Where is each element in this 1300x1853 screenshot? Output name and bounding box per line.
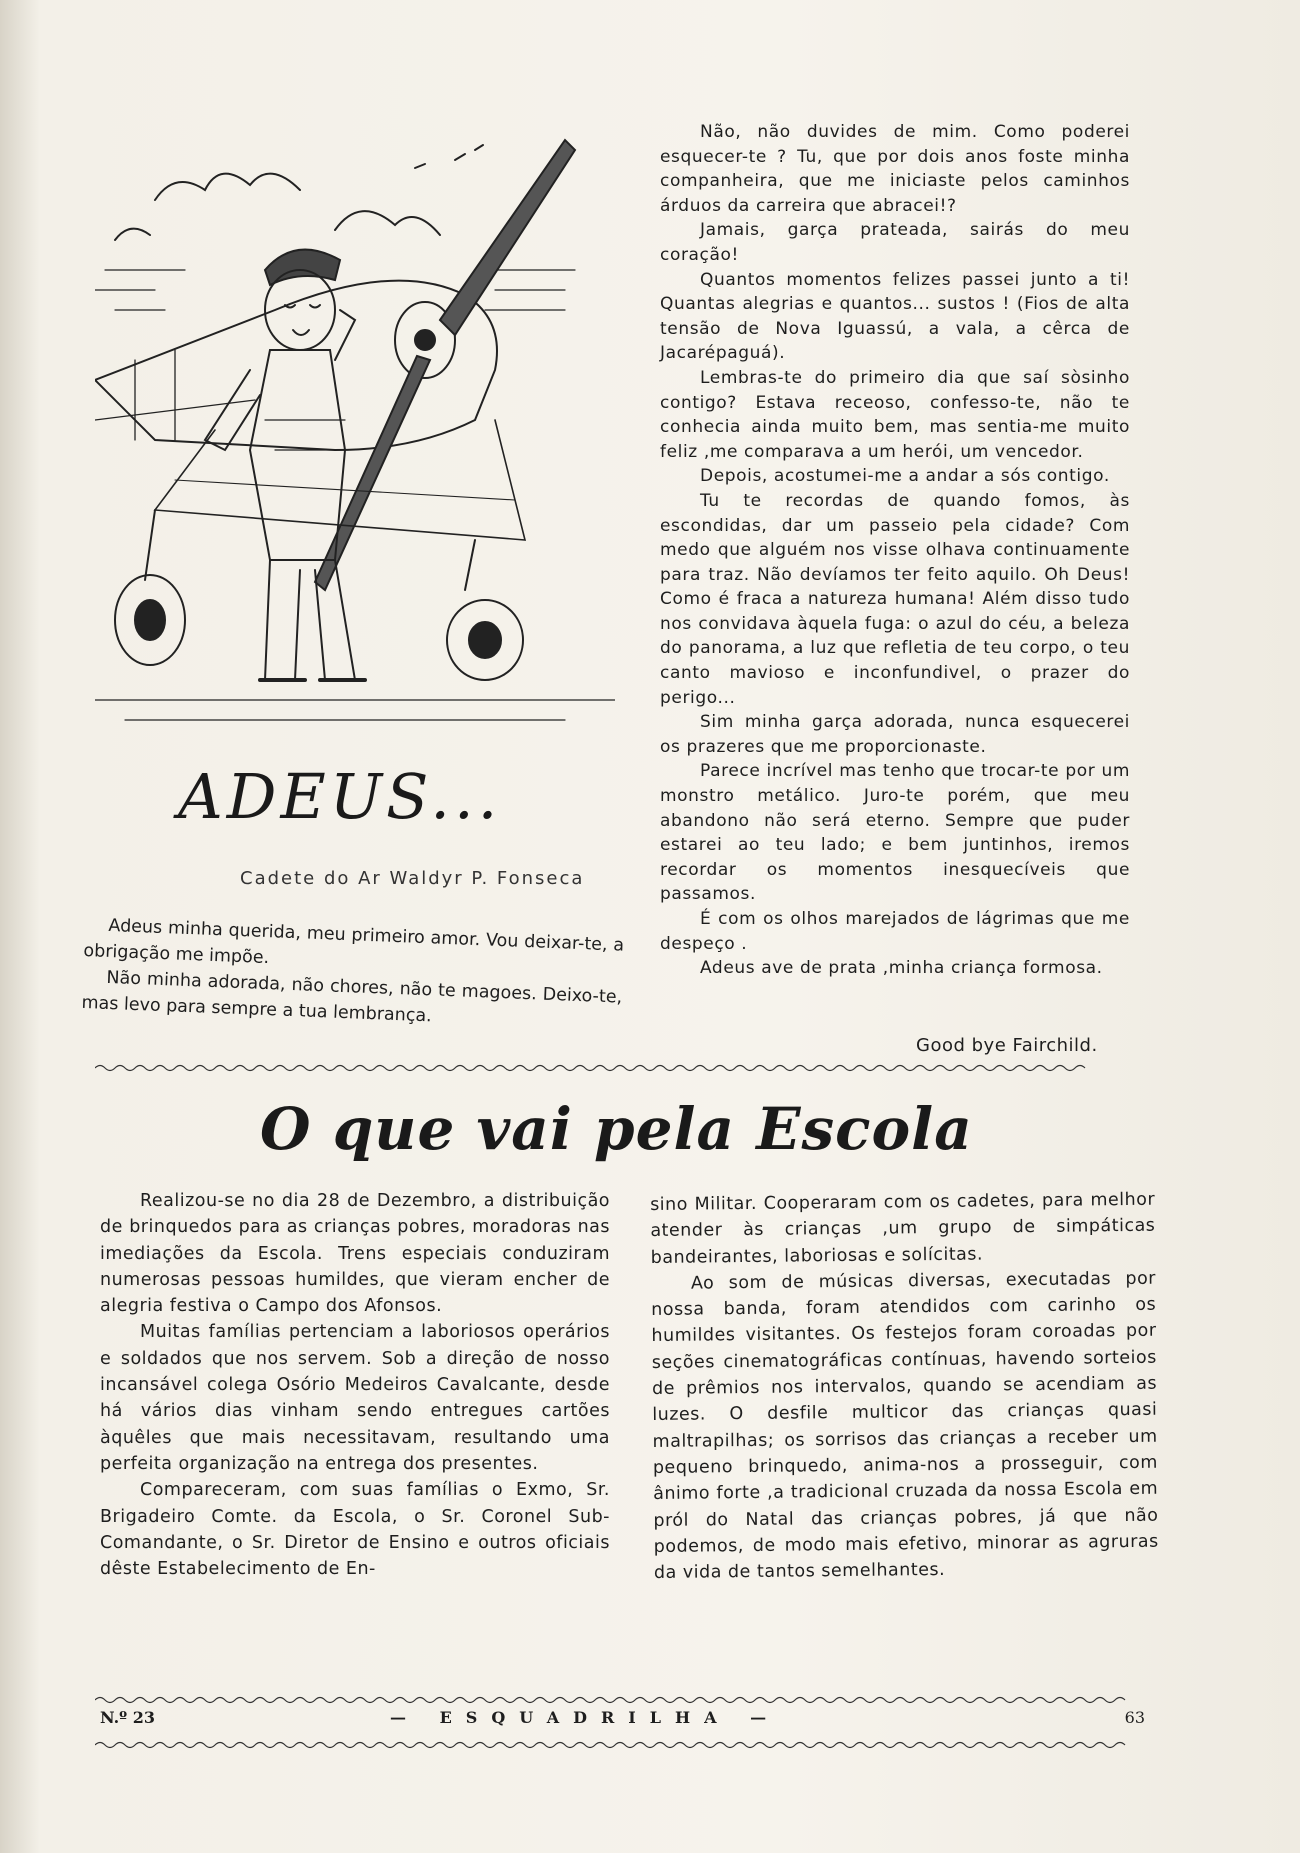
article-right-column <box>650 1187 1159 1587</box>
article-paragraph: Compareceram, com suas famílias o Exmo, Sr. Brigadeiro Comte. da Escola, o Sr. Coronel Sub-Comandante, o Sr. Diretor de Ensino e outros oficiais dêste Estabelecimento de En- <box>100 1480 610 1580</box>
page-number: 63 <box>1124 1708 1145 1727</box>
poem-body <box>660 120 1130 981</box>
poem-signoff: Good bye Fairchild. <box>916 1035 1098 1056</box>
poem-intro <box>81 912 625 1037</box>
cadet-airplane-illustration <box>95 120 615 740</box>
poem-paragraph: Parece incrível mas tenho que trocar-te por um monstro metálico. Juro-te porém, que meu abandono não será eterno. Sempre que puder estarei ao teu lado; e bem juntinhos, iremos recordar os momentos inesquecíveis que passamos. <box>660 761 1130 905</box>
poem-paragraph: Quantos momentos felizes passei junto a ti! Quantas alegrias e quantos... sustos ! (Fios de alta tensão de Nova Iguassú, a vala, a cêrca de Jacarépaguá). <box>660 269 1130 364</box>
page-footer <box>100 1708 1145 1734</box>
poem-paragraph: Tu te recordas de quando fomos, às escondidas, dar um passeio pela cidade? Com medo que alguém nos visse olhava continuamente para traz. Não devíamos ter feito aquilo. Oh Deus! Como é fraca a natureza humana! Além disso tudo nos convidava àquela fuga: o azul do céu, a beleza do panorama, a luz que refletia de teu corpo, o teu canto mavioso e inconfundivel, o prazer do perigo... <box>660 490 1130 708</box>
poem-intro-line: Não minha adorada, não chores, não te magoes. Deixo-te, mas levo para sempre a tua lembrança. <box>81 967 623 1027</box>
poem-paragraph: Adeus ave de prata ,minha criança formosa. <box>700 958 1103 979</box>
footer-wavy-top <box>95 1695 1155 1705</box>
poem-paragraph: Sim minha garça adorada, nunca esquecerei os prazeres que me proporcionaste. <box>660 712 1130 757</box>
wavy-divider <box>95 1063 1155 1073</box>
poem-intro-line: Adeus minha querida, meu primeiro amor. Vou deixar-te, a obrigação me impõe. <box>83 915 625 969</box>
article-title: O que vai pela Escola <box>260 1095 973 1163</box>
poem-paragraph: Depois, acostumei-me a andar a sós contigo. <box>700 466 1110 487</box>
article-paragraph: Ao som de músicas diversas, executadas por nossa banda, foram atendidos com carinho os humildes visitantes. Os festejos foram coroadas por seções cinematográficas contínuas, havendo sorteios de prêmios nos intervalos, quando se acendiam as luzes. O desfile multicor das crianças quasi maltrapilhas; os sorrisos das crianças a receber um pequeno brinquedo, anima-nos a prosseguir, com ânimo forte ,a tradicional cruzada da nossa Escola em pról do Natal das crianças pobres, já que não podemos, de modo mais efetivo, minorar as agruras da vida de tantos semelhantes. <box>651 1268 1159 1584</box>
magazine-name: — ESQUADRILHA — <box>390 1708 781 1727</box>
poem-paragraph: Não, não duvides de mim. Como poderei esquecer-te ? Tu, que por dois anos foste minha companheira, que me iniciaste pelos caminhos árduos da carreira que abracei!? <box>660 122 1130 216</box>
poem-title: ADEUS... <box>178 760 502 833</box>
issue-number: N.º 23 <box>100 1708 156 1727</box>
article-paragraph: Realizou-se no dia 28 de Dezembro, a distribuição de brinquedos para as crianças pobres, moradoras nas imediações da Escola. Trens especiais conduziram numerosas pessoas humildes, que vieram encher de alegria festiva o Campo dos Afonsos. <box>100 1191 610 1317</box>
article-left-column <box>100 1188 610 1582</box>
poem-paragraph: Lembras-te do primeiro dia que saí sòsinho contigo? Estava receoso, confesso-te, não te conhecia ainda muito bem, mas sentia-me muito feliz ,me comparava a um herói, um vencedor. <box>660 367 1130 462</box>
article-paragraph: Muitas famílias pertenciam a laboriosos operários e soldados que nos servem. Sob a direção de nosso incansável colega Osório Medeiros Cavalcante, desde há vários dias vinham sendo entregues cartões àquêles que mais necessitavam, resultando uma perfeita organização na entrega dos presentes. <box>100 1322 610 1474</box>
footer-wavy-bottom <box>95 1740 1155 1750</box>
poem-author: Cadete do Ar Waldyr P. Fonseca <box>240 868 585 889</box>
article-paragraph: sino Militar. Cooperaram com os cadetes, para melhor atender às crianças ,um grupo de simpáticas bandeirantes, laboriosas e solícitas. <box>650 1189 1156 1268</box>
poem-paragraph: É com os olhos marejados de lágrimas que me despeço . <box>660 909 1130 954</box>
poem-paragraph: Jamais, garça prateada, sairás do meu coração! <box>660 220 1130 265</box>
